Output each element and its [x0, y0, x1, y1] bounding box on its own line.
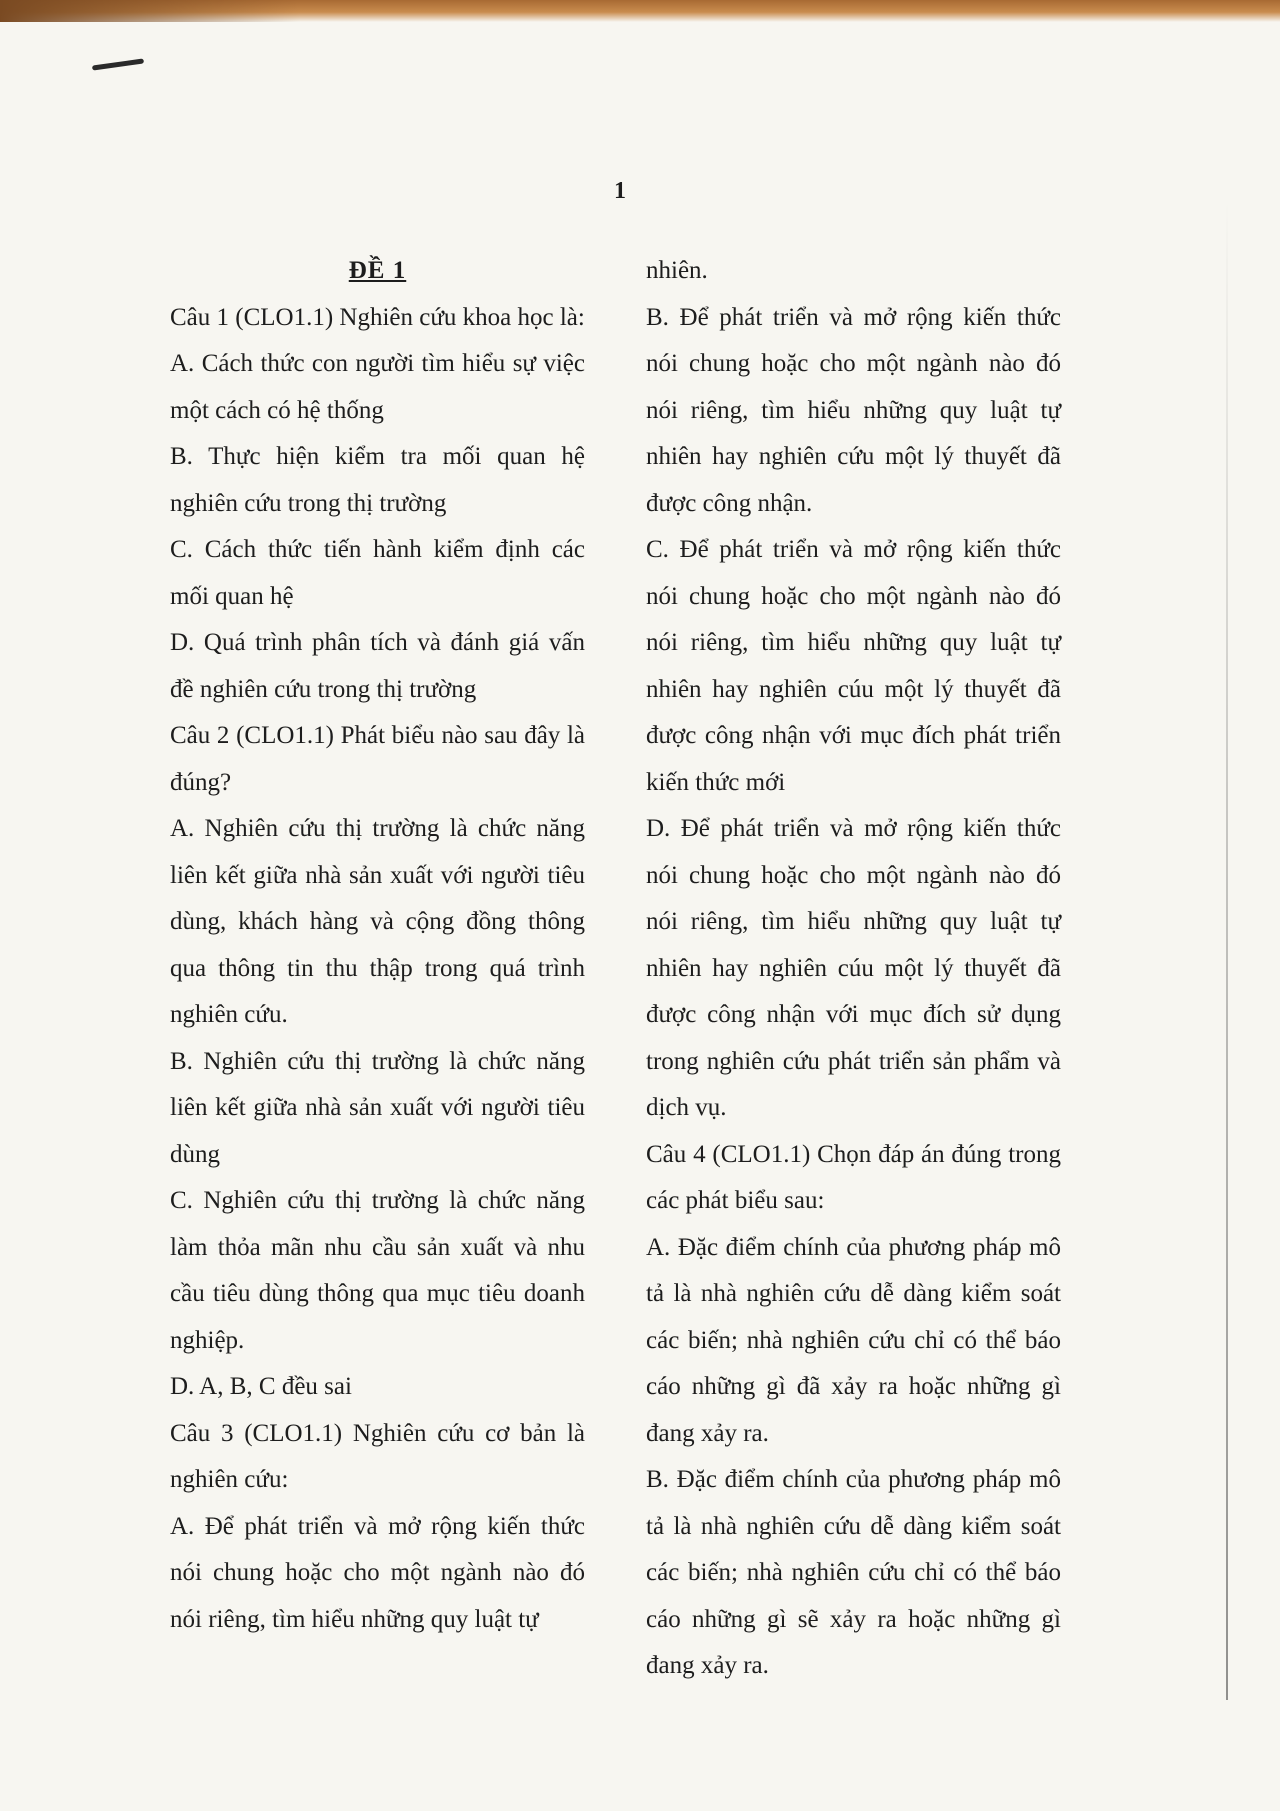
- left-column: [170, 248, 585, 1643]
- question-4: Câu 4 (CLO1.1) Chọn đáp án đúng trong các phát biểu sau:: [646, 1140, 1061, 1214]
- question-2: Câu 2 (CLO1.1) Phát biểu nào sau đây là đúng?: [170, 722, 585, 796]
- q1-option-a: A. Cách thức con người tìm hiểu sự việc một cách có hệ thống: [170, 350, 585, 424]
- question-1: Câu 1 (CLO1.1) Nghiên cứu khoa học là:: [170, 303, 585, 331]
- q1-option-b: B. Thực hiện kiểm tra mối quan hệ nghiên cứu trong thị trường: [170, 443, 585, 517]
- q3-option-b: B. Để phát triển và mở rộng kiến thức nói chung hoặc cho một ngành nào đó nói riêng, tìm hiểu những quy luật tự nhiên hay nghiên cứu một lý thuyết đã được công nhận.: [646, 303, 1061, 517]
- exam-title: ĐỀ 1: [348, 257, 407, 284]
- scan-top-edge: [0, 0, 1280, 22]
- q2-option-d: D. A, B, C đều sai: [170, 1373, 352, 1400]
- q1-option-c: C. Cách thức tiến hành kiểm định các mối quan hệ: [170, 536, 585, 610]
- pen-mark: [92, 58, 144, 70]
- right-column: [646, 248, 1061, 1690]
- question-3: Câu 3 (CLO1.1) Nghiên cứu cơ bản là nghiên cứu:: [170, 1419, 585, 1493]
- page-number: 1: [614, 178, 626, 204]
- q3-option-a: A. Để phát triển và mở rộng kiến thức nói chung hoặc cho một ngành nào đó nói riêng, tìm hiểu những quy luật tự: [170, 1512, 585, 1633]
- q1-option-d: D. Quá trình phân tích và đánh giá vấn đề nghiên cứu trong thị trường: [170, 629, 585, 703]
- q2-option-a: A. Nghiên cứu thị trường là chức năng liên kết giữa nhà sản xuất với người tiêu dùng, khách hàng và cộng đồng thông qua thông tin thu thập trong quá trình nghiên cứu.: [170, 815, 585, 1028]
- q3-option-d: D. Để phát triển và mở rộng kiến thức nói chung hoặc cho một ngành nào đó nói riêng, tìm hiểu những quy luật tự nhiên hay nghiên cúu một lý thuyết đã được công nhận với mục đích sử dụng trong nghiên cứu phát triển sản phẩm và dịch vụ.: [646, 815, 1061, 1121]
- scan-right-edge: [1226, 200, 1228, 1700]
- q2-option-b: B. Nghiên cứu thị trường là chức năng liên kết giữa nhà sản xuất với người tiêu dùng: [170, 1047, 585, 1168]
- q3-option-c: C. Để phát triển và mở rộng kiến thức nói chung hoặc cho một ngành nào đó nói riêng, tìm hiểu những quy luật tự nhiên hay nghiên cúu một lý thuyết đã được công nhận với mục đích phát triển kiến thức mới: [646, 536, 1061, 796]
- q3-option-a-continued: nhiên.: [646, 257, 708, 284]
- q2-option-c: C. Nghiên cứu thị trường là chức năng làm thỏa mãn nhu cầu sản xuất và nhu cầu tiêu dùng thông qua mục tiêu doanh nghiệp.: [170, 1187, 585, 1354]
- q4-option-a: A. Đặc điểm chính của phương pháp mô tả là nhà nghiên cứu dễ dàng kiểm soát các biến; nhà nghiên cứu chỉ có thể báo cáo những gì đã xảy ra hoặc những gì đang xảy ra.: [646, 1233, 1061, 1447]
- q4-option-b: B. Đặc điểm chính của phương pháp mô tả là nhà nghiên cứu dễ dàng kiểm soát các biến; nhà nghiên cứu chỉ có thể báo cáo những gì sẽ xảy ra hoặc những gì đang xảy ra.: [646, 1466, 1061, 1679]
